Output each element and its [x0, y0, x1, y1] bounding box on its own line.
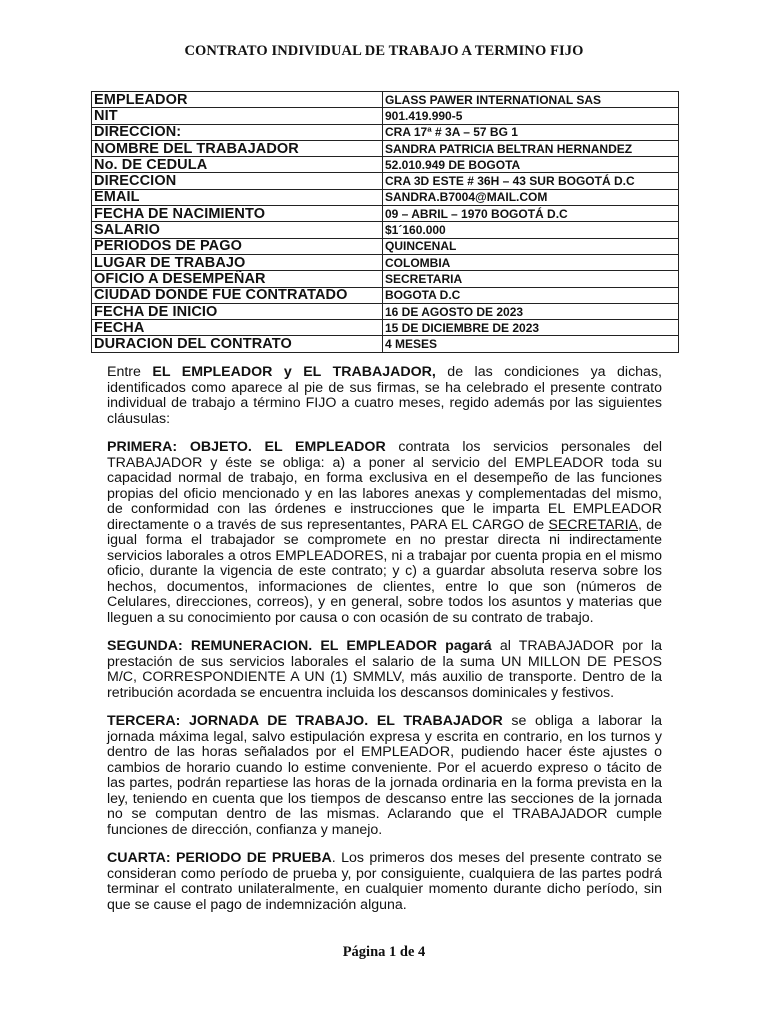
info-row	[92, 222, 679, 238]
info-row	[92, 157, 679, 173]
info-row	[92, 92, 679, 108]
info-row	[92, 238, 679, 254]
info-row	[92, 271, 679, 287]
info-value: $1´160.000	[383, 222, 679, 238]
info-row	[92, 173, 679, 189]
intro-bold: EL EMPLEADOR y EL TRABAJADOR,	[152, 364, 436, 380]
info-row	[92, 189, 679, 205]
info-value: 4 MESES	[383, 336, 679, 352]
info-row	[92, 320, 679, 336]
clause-cuarta-heading: CUARTA: PERIODO DE PRUEBA	[107, 850, 332, 866]
info-row	[92, 303, 679, 319]
info-value: SANDRA.B7004@MAIL.COM	[383, 189, 679, 205]
info-value: QUINCENAL	[383, 238, 679, 254]
page-number: Página 1 de 4	[342, 944, 426, 960]
info-label: OFICIO A DESEMPEÑAR	[92, 271, 383, 287]
info-value: GLASS PAWER INTERNATIONAL SAS	[383, 92, 679, 108]
info-label: EMPLEADOR	[92, 92, 383, 108]
info-label: FECHA DE NACIMIENTO	[92, 206, 383, 222]
intro-paragraph: Entre EL EMPLEADOR y EL TRABAJADOR, de las condiciones ya dichas, identificados como aparece al pie de sus firmas, se ha celebrado el presente contrato individual de trabajo a término FIJO a cuatro meses, regido además por las siguientes cláusulas:	[107, 364, 662, 427]
info-row	[92, 124, 679, 140]
clause-segunda: SEGUNDA: REMUNERACION. EL EMPLEADOR pagará al TRABAJADOR por la prestación de sus servicios laborales el salario de la suma UN MILLON DE PESOS M/C, CORRESPONDIENTE A UN (1) SMMLV, más auxilio de transporte. Dentro de la retribución acordada se encuentra incluida los descansos dominicales y festivos.	[107, 638, 662, 701]
clause-primera-heading: PRIMERA: OBJETO. EL EMPLEADOR	[107, 439, 386, 455]
info-value: 09 – ABRIL – 1970 BOGOTÁ D.C	[383, 206, 679, 222]
cargo-underlined: SECRETARIA	[548, 516, 638, 533]
info-row	[92, 254, 679, 270]
contract-info-table	[91, 91, 679, 353]
clause-tercera: TERCERA: JORNADA DE TRABAJO. EL TRABAJADOR se obliga a laborar la jornada máxima legal, salvo estipulación expresa y escrita en contrario, en los turnos y dentro de las horas señalados por el EMPLEADOR, pudiendo hacer éste ajustes o cambios de horario cuando lo estime conveniente. Por el acuerdo expreso o tácito de las partes, podrán repartiese las horas de la jornada ordinaria en la forma prevista en la ley, teniendo en cuenta que los tiempos de descanso entre las secciones de la jornada no se computan dentro de las mismas. Aclarando que el TRABAJADOR cumple funciones de dirección, confianza y manejo.	[107, 713, 662, 838]
info-value: BOGOTA D.C	[383, 287, 679, 303]
info-value: 52.010.949 DE BOGOTA	[383, 157, 679, 173]
info-label: SALARIO	[92, 222, 383, 238]
info-value: 901.419.990-5	[383, 108, 679, 124]
clause-tercera-heading: TERCERA: JORNADA DE TRABAJO. EL TRABAJADOR	[107, 713, 503, 729]
info-label: DIRECCION	[92, 173, 383, 189]
info-label: NOMBRE DEL TRABAJADOR	[92, 140, 383, 156]
info-label: DURACION DEL CONTRATO	[92, 336, 383, 352]
info-row	[92, 140, 679, 156]
info-value: CRA 3D ESTE # 36H – 43 SUR BOGOTÁ D.C	[383, 173, 679, 189]
clause-primera: PRIMERA: OBJETO. EL EMPLEADOR contrata los servicios personales del TRABAJADOR y éste se obliga: a) a poner al servicio del EMPLEADOR toda su capacidad normal de trabajo, en forma exclusiva en el desempeño de las funciones propias del oficio mencionado y en las labores anexas y complementadas del mismo, de conformidad con las órdenes e instrucciones que le imparta EL EMPLEADOR directamente o a través de sus representantes, PARA EL CARGO de SECRETARIA, de igual forma el trabajador se compromete en no prestar directa ni indirectamente servicios laborales a otros EMPLEADORES, ni a trabajar por cuenta propia en el mismo oficio, durante la vigencia de este contrato; y c) a guardar absoluta reserva sobre los hechos, documentos, informaciones de clientes, entre lo que son (números de Celulares, direcciones, correos), y en general, sobre todos los asuntos y materias que lleguen a su conocimiento por causa o con ocasión de su contrato de trabajo.	[107, 439, 663, 626]
info-value: CRA 17ª # 3A – 57 BG 1	[383, 124, 679, 140]
contract-body	[107, 365, 662, 926]
info-label: No. DE CEDULA	[92, 157, 383, 173]
document-title: CONTRATO INDIVIDUAL DE TRABAJO A TERMINO FIJO	[184, 43, 584, 59]
info-value: 15 DE DICIEMBRE DE 2023	[383, 320, 679, 336]
info-label: LUGAR DE TRABAJO	[92, 254, 383, 270]
info-label: EMAIL	[92, 189, 383, 205]
info-label: FECHA DE INICIO	[92, 303, 383, 319]
info-label: PERIODOS DE PAGO	[92, 238, 383, 254]
info-value: COLOMBIA	[383, 254, 679, 270]
info-label: CIUDAD DONDE FUE CONTRATADO	[92, 287, 383, 303]
clause-cuarta: CUARTA: PERIODO DE PRUEBA. Los primeros dos meses del presente contrato se consideran como período de prueba y, por consiguiente, cualquiera de las partes podrá terminar el contrato unilateralmente, en cualquier momento durante dicho período, sin que se cause el pago de indemnización alguna.	[107, 850, 662, 913]
info-row	[92, 287, 679, 303]
info-value: 16 DE AGOSTO DE 2023	[383, 303, 679, 319]
info-row	[92, 108, 679, 124]
info-label: NIT	[92, 108, 383, 124]
info-row	[92, 336, 679, 352]
info-label: FECHA	[92, 320, 383, 336]
info-value: SANDRA PATRICIA BELTRAN HERNANDEZ	[383, 140, 679, 156]
clause-segunda-heading: SEGUNDA: REMUNERACION. EL EMPLEADOR pagará	[107, 638, 492, 654]
info-row	[92, 206, 679, 222]
info-label: DIRECCION:	[92, 124, 383, 140]
info-value: SECRETARIA	[383, 271, 679, 287]
